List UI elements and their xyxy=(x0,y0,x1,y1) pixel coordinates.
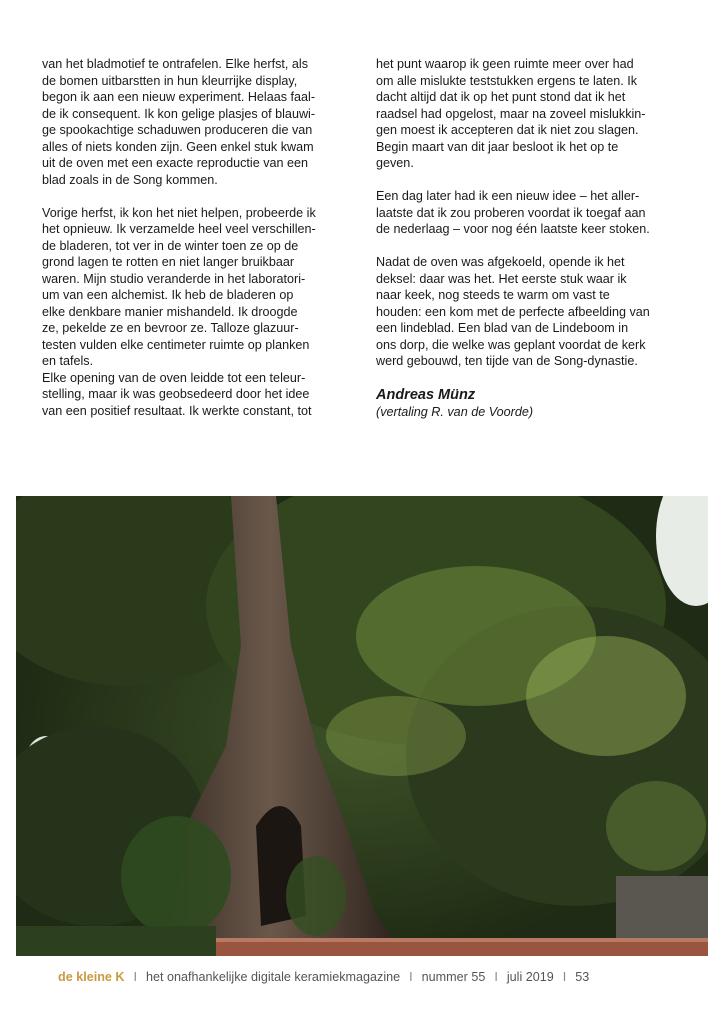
footer-separator: I xyxy=(562,970,567,984)
footer-separator: I xyxy=(494,970,498,984)
article-column-right xyxy=(376,56,684,420)
paragraph-left-1: van het bladmotief te ontrafelen. Elke herfst, als de bomen uitbarstten in hun kleurrijke display, begon ik aan een nieuw experiment. Helaas faal- de ik consequent. Ik kon gelige plasjes of blauwi- ge spookachtige schaduwen produceren die van alles of niets konden zijn. Geen enkel stuk kwam uit de oven met een exacte reproductie van een blad zoals in de Song kommen. xyxy=(42,57,316,187)
footer-separator: I xyxy=(133,970,137,984)
paragraph-left-2: Vorige herfst, ik kon het niet helpen, probeerde ik het opnieuw. Ik verzamelde heel veel verschillen- de bladeren, tot ver in de winter toen ze op de grond lagen te rotten en niet langer bruikbaar waren. Mijn studio veranderde in het laboratori- um van een alchemist. Ik heb de bladeren op elke denkbare manier mishandeld. Ik droogde ze, pekelde ze en bevroor ze. Talloze glazuur- testen vulden elke centimeter ruimte op planken en tafels. xyxy=(42,205,316,368)
footer-issue: nummer 55 xyxy=(421,970,486,984)
paragraph-left-3: Elke opening van de oven leidde tot een teleur- stelling, maar ik was geobsedeerd door het idee van een positief resultaat. Ik werkte constant, tot xyxy=(42,370,312,418)
footer-separator: I xyxy=(409,970,413,984)
linden-tree-photo xyxy=(16,496,708,956)
translator-credit: (vertaling R. van de Voorde) xyxy=(376,405,534,419)
author-name: Andreas Münz xyxy=(376,387,476,403)
article-column-left xyxy=(42,56,348,436)
paragraph-right-3: Nadat de oven was afgekoeld, opende ik het deksel: daar was het. Het eerste stuk waar ik naar keek, nog steeds te warm om vast te houden: een kom met de perfecte afbeelding van een lindeblad. Een blad van de Lindeboom in ons dorp, die welke was geplant voordat de kerk werd gebouwd, ten tijde van de Song-dynastie. xyxy=(376,255,650,368)
footer-page-number: 53 xyxy=(575,970,590,984)
paragraph-right-1: het punt waarop ik geen ruimte meer over had om alle mislukte teststukken ergens te laten. Ik dacht altijd dat ik op het punt stond dat ik het raadsel had opgelost, maar na zoveel mislukkin- gen moest ik accepteren dat ik niet zou slagen. Begin maart van dit jaar besloot ik het op te geven. xyxy=(376,57,646,170)
footer-date: juli 2019 xyxy=(506,970,554,984)
paragraph-right-2: Een dag later had ik een nieuw idee – het aller- laatste dat ik zou proberen voordat ik toegaf aan de nederlaag – voor nog één laatste keer stoken. xyxy=(376,189,650,236)
page-footer xyxy=(58,970,678,984)
footer-brand: de kleine K xyxy=(58,970,125,984)
footer-tagline: het onafhankelijke digitale keramiekmagazine xyxy=(146,970,401,984)
